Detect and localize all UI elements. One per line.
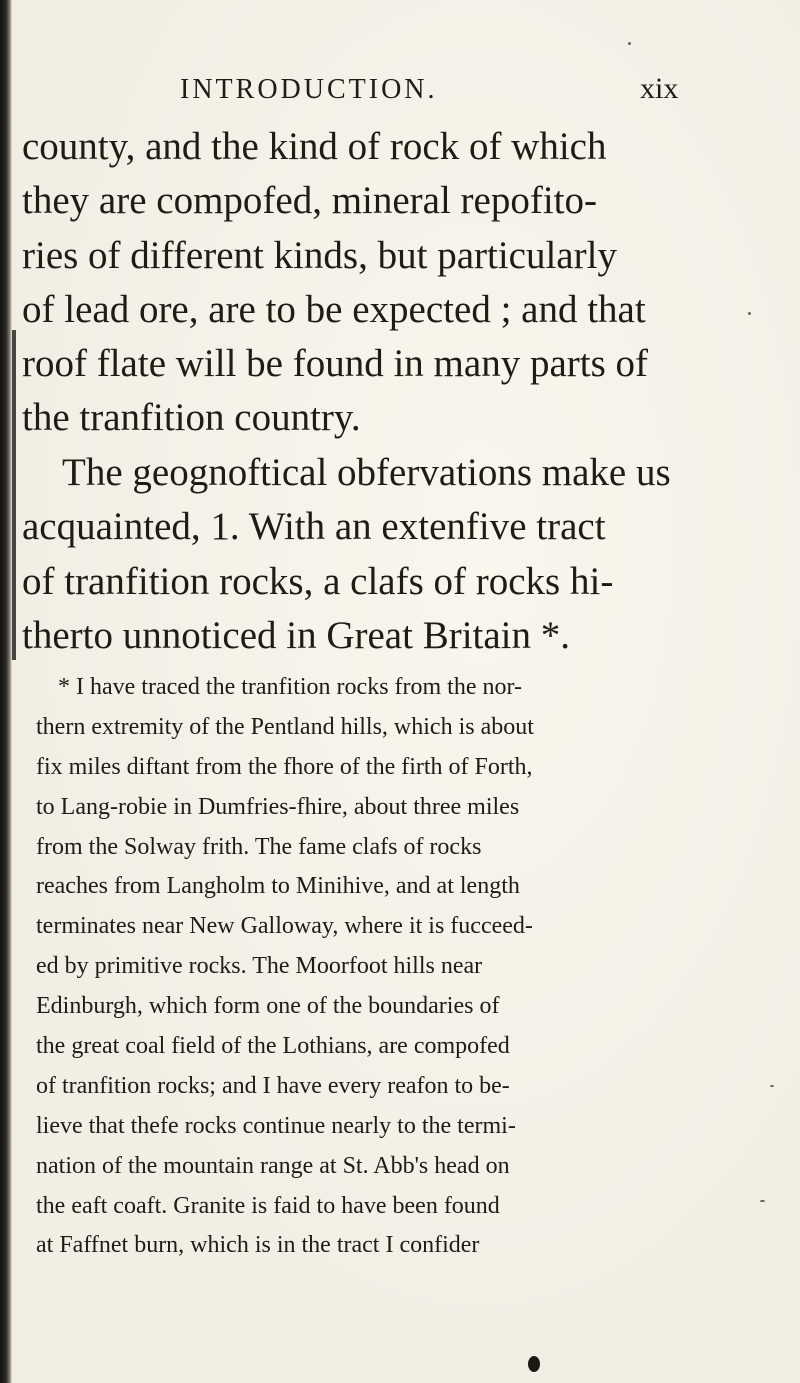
footnote-line: ed by primitive rocks. The Moorfoot hills near xyxy=(36,953,483,980)
footnote-line: lieve that thefe rocks continue nearly to the termi- xyxy=(36,1112,516,1139)
text-line: of lead ore, are to be expected ; and that xyxy=(22,287,646,331)
paragraph-observations xyxy=(22,446,722,663)
paper-speck xyxy=(748,312,751,315)
text-line: of tranfition rocks, a clafs of rocks hi- xyxy=(22,559,614,603)
footnote-line: the eaft coaft. Granite is faid to have been found xyxy=(36,1192,500,1219)
footnote-line: fix miles diftant from the fhore of the firth of Forth, xyxy=(36,753,533,780)
paper-speck xyxy=(760,1200,765,1202)
book-spine-shadow xyxy=(0,0,12,1383)
text-line: ries of different kinds, but particularly xyxy=(22,233,617,277)
footnote-line: thern extremity of the Pentland hills, which is about xyxy=(36,713,534,740)
page-number: xix xyxy=(640,72,679,105)
text-line: therto unnoticed in Great Britain *. xyxy=(22,613,571,657)
text-line: county, and the kind of rock of which xyxy=(22,125,607,168)
footnote xyxy=(36,668,716,1266)
footnote-line: Edinburgh, which form one of the boundaries of xyxy=(36,993,500,1020)
footnote-line: reaches from Langholm to Minihive, and at length xyxy=(36,873,520,900)
paragraph-continuation xyxy=(22,120,722,446)
text-line: The geognoftical obfervations make us xyxy=(62,451,671,494)
ink-blot xyxy=(528,1356,540,1372)
footnote-line: the great coal field of the Lothians, are compofed xyxy=(36,1033,510,1060)
running-header xyxy=(180,70,780,110)
footnote-line: to Lang-robie in Dumfries-fhire, about three miles xyxy=(36,793,520,820)
footnote-line: of tranfition rocks; and I have every reafon to be- xyxy=(36,1072,510,1099)
footnote-line: terminates near New Galloway, where it is fucceed- xyxy=(36,913,533,940)
text-line: the tranfition country. xyxy=(22,396,361,440)
paper-speck xyxy=(770,1085,774,1087)
text-line: they are compofed, mineral repofito- xyxy=(22,179,598,223)
footnote-line: from the Solway frith. The fame clafs of rocks xyxy=(36,833,482,860)
footnote-line: * I have traced the tranfition rocks from the nor- xyxy=(58,674,523,700)
margin-rule xyxy=(12,330,16,660)
paper-speck xyxy=(628,42,631,45)
text-line: acquainted, 1. With an extenfive tract xyxy=(22,505,606,549)
text-line: roof flate will be found in many parts of xyxy=(22,342,648,386)
footnote-line: nation of the mountain range at St. Abb's head on xyxy=(36,1152,510,1179)
footnote-line: at Faffnet burn, which is in the tract I confider xyxy=(36,1232,480,1259)
running-title: INTRODUCTION. xyxy=(180,74,438,105)
